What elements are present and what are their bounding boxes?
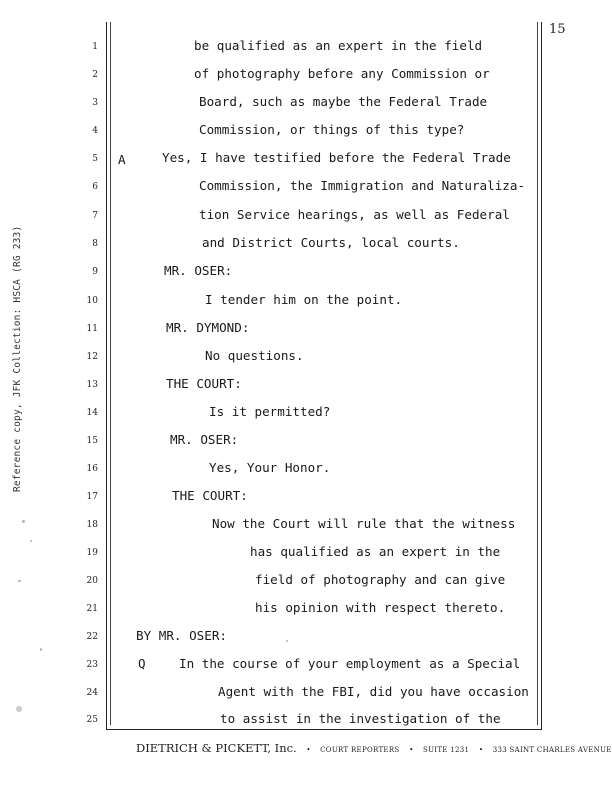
scan-speck [286, 640, 288, 642]
footer-suite: SUITE 1231 [422, 746, 470, 754]
speaker-label: THE COURT: [166, 376, 242, 391]
transcript-line: tion Service hearings, as well as Federal [199, 207, 510, 222]
line-number: 6 [92, 182, 98, 192]
line-number: 4 [92, 126, 98, 136]
line-number: 14 [86, 408, 98, 418]
line-number: 24 [86, 688, 98, 698]
line-number: 11 [86, 324, 98, 334]
transcript-line: his opinion with respect thereto. [255, 600, 506, 615]
speaker-label: THE COURT: [172, 488, 248, 503]
transcript-line: field of photography and can give [255, 572, 506, 587]
scan-speck [18, 580, 21, 582]
transcript-line: Yes, Your Honor. [209, 460, 331, 475]
line-number: 2 [92, 70, 98, 80]
transcript-line: In the course of your employment as a Special [179, 656, 521, 671]
footer-address: 333 SAINT CHARLES AVENUE [492, 746, 612, 754]
transcript-line: be qualified as an expert in the field [194, 38, 483, 53]
transcript-line: and District Courts, local courts. [202, 235, 460, 250]
speaker-label: MR. DYMOND: [166, 320, 250, 335]
transcript-line: I tender him on the point. [205, 292, 403, 307]
transcript-line: Is it permitted? [209, 404, 331, 419]
transcript-line: Commission, or things of this type? [199, 122, 465, 137]
line-number: 7 [92, 211, 98, 221]
transcript-line: Commission, the Immigration and Naturaliza- [199, 178, 526, 193]
footer-separator: • [409, 746, 414, 754]
line-number: 15 [86, 436, 98, 446]
speaker-label: MR. OSER: [164, 263, 233, 278]
examination-label: BY MR. OSER: [136, 628, 227, 643]
footer-firm: DIETRICH & PICKETT, Inc. [136, 741, 297, 755]
transcript-line: Board, such as maybe the Federal Trade [199, 94, 488, 109]
line-number: 23 [86, 660, 98, 670]
line-number: 13 [86, 380, 98, 390]
line-number: 5 [92, 154, 98, 164]
line-number: 8 [92, 239, 98, 249]
line-number: 18 [86, 520, 98, 530]
footer-reporters: COURT REPORTERS [320, 746, 400, 754]
page-number: 15 [549, 22, 566, 37]
transcript-line: to assist in the investigation of the [220, 711, 501, 726]
transcript-line: of photography before any Commission or [194, 66, 490, 81]
line-number: 12 [86, 352, 98, 362]
scan-speck [30, 540, 32, 542]
footer-separator: • [478, 746, 484, 754]
scan-speck [16, 706, 22, 712]
line-number: 9 [92, 267, 98, 277]
line-number: 17 [86, 492, 98, 502]
line-number: 21 [86, 604, 98, 614]
answer-marker: A [118, 152, 126, 167]
line-number: 19 [86, 548, 98, 558]
transcript-line: Agent with the FBI, did you have occasion [218, 684, 529, 699]
transcript-line: No questions. [205, 348, 304, 363]
transcript-line: has qualified as an expert in the [250, 544, 501, 559]
line-number: 16 [86, 464, 98, 474]
court-reporter-footer [136, 741, 612, 755]
line-number: 10 [86, 296, 98, 306]
line-number: 25 [86, 715, 98, 725]
line-number: 1 [92, 42, 98, 52]
transcript-line: Now the Court will rule that the witness [212, 516, 516, 531]
line-number: 3 [92, 98, 98, 108]
transcript-line: Yes, I have testified before the Federal Trade [162, 150, 511, 165]
archive-reference-stamp: Reference copy, JFK Collection: HSCA (RG 233) [12, 225, 23, 492]
line-number: 22 [86, 632, 98, 642]
line-number: 20 [86, 576, 98, 586]
scan-speck [22, 520, 25, 523]
footer-separator: • [306, 746, 311, 754]
scan-speck [40, 648, 42, 651]
question-marker: Q [138, 656, 146, 671]
speaker-label: MR. OSER: [170, 432, 239, 447]
